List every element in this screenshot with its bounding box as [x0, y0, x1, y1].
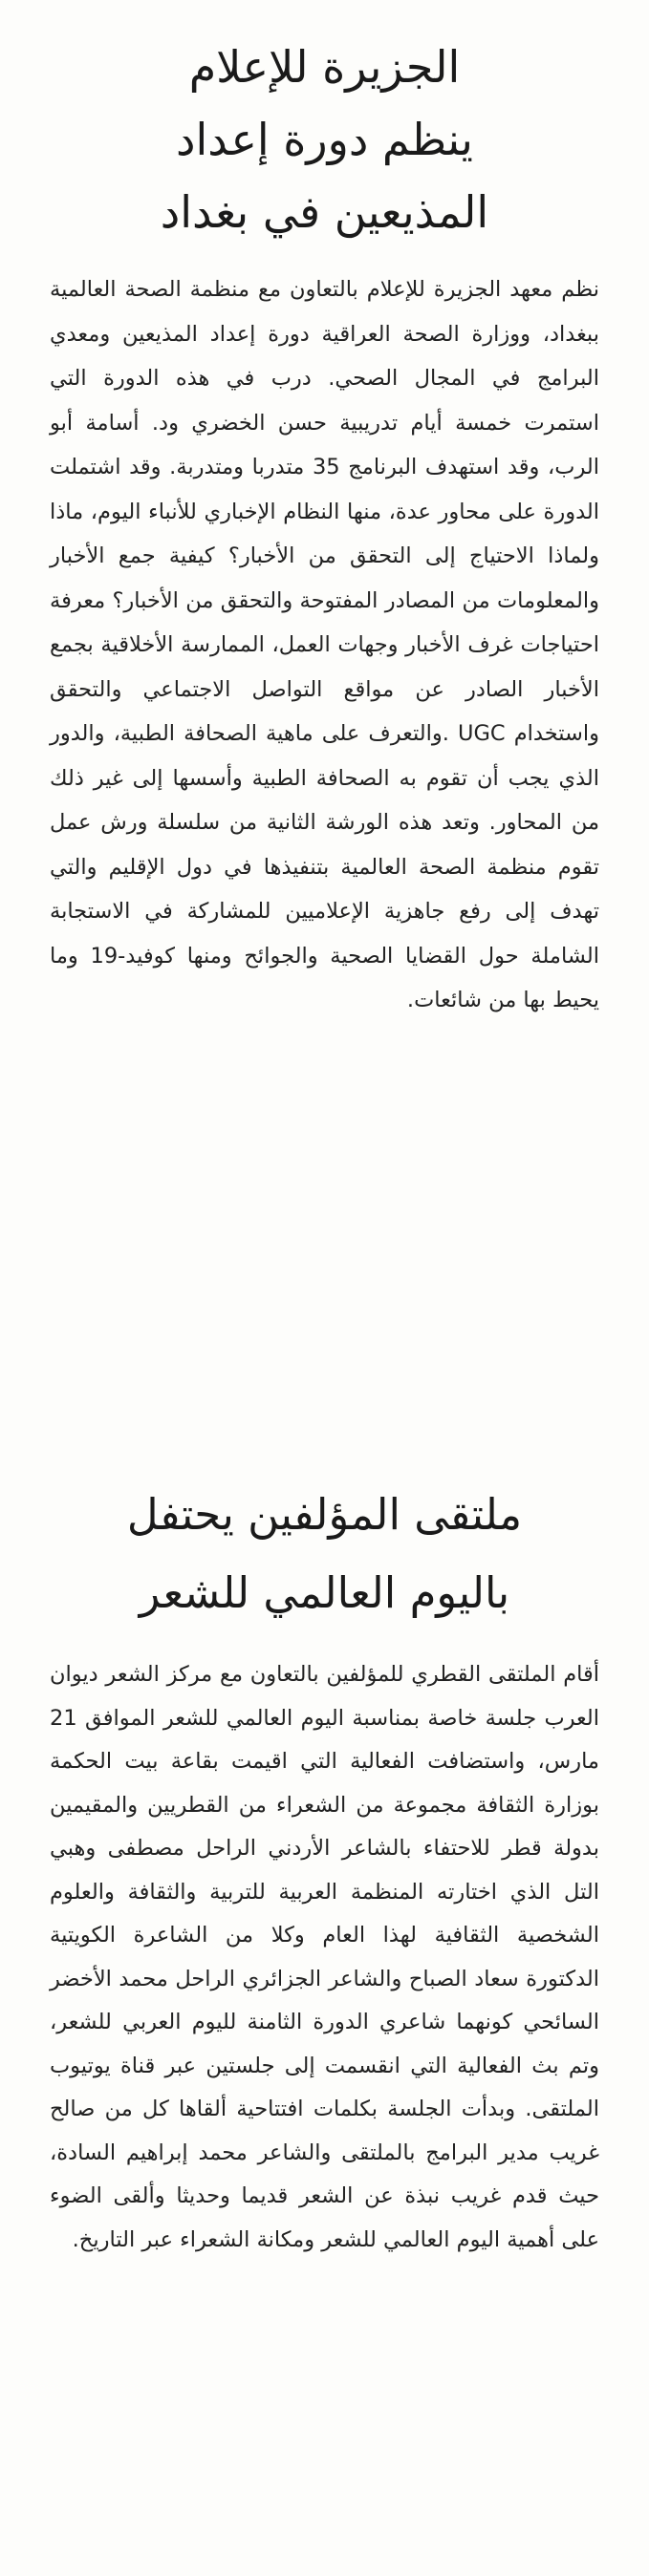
headline-line: باليوم العالمي للشعر: [139, 1567, 510, 1618]
article-aljazeera-media-training: [50, 31, 599, 1023]
article-body: نظم معهد الجزيرة للإعلام بالتعاون مع منظمة الصحة العالمية ببغداد، ووزارة الصحة العراقية دورة إعداد المذيعين ومعدي البرامج في المجال الصحي. درب في هذه الدورة التي استمرت خمسة أيام تدريبية حسن الخضري ود. أسامة أبو الرب، وقد استهدف البرنامج 35 متدربا ومتدربة. وقد اشتملت الدورة على محاور عدة، منها النظام الإخباري للأنباء اليوم، ماذا ولماذا الاحتياج إلى التحقق من الأخبار؟ كيفية جمع الأخبار والمعلومات من المصادر المفتوحة والتحقق من الأخبار؟ معرفة احتياجات غرف الأخبار وجهات العمل، الممارسة الأخلاقية بجمع الأخبار الصادر عن مواقع التواصل الاجتماعي والتحقق واستخدام UGC .والتعرف على ماهية الصحافة الطبية، والدور الذي يجب أن تقوم به الصحافة الطبية وأسسها إلى غير ذلك من المحاور. وتعد هذه الورشة الثانية من سلسلة ورش عمل تقوم منظمة الصحة العالمية بتنفيذها في دول الإقليم والتي تهدف إلى رفع جاهزية الإعلاميين للمشاركة في الاستجابة الشاملة حول القضايا الصحية والجوائح ومنها كوفيد-19 وما يحيط بها من شائعات.: [50, 277, 599, 1012]
article-headline: [50, 1476, 599, 1632]
article-body: أقام الملتقى القطري للمؤلفين بالتعاون مع مركز الشعر ديوان العرب جلسة خاصة بمناسبة اليوم العالمي للشعر الموافق 21 مارس، واستضافت الفعالية التي اقيمت بقاعة بيت الحكمة بوزارة الثقافة مجموعة من الشعراء من القطريين والمقيمين بدولة قطر للاحتفاء بالشاعر الأردني الراحل مصطفى وهبي التل الذي اختارته المنظمة العربية للتربية والثقافة والعلوم الشخصية الثقافية لهذا العام وكلا من الشاعرة الكويتية الدكتورة سعاد الصباح والشاعر الجزائري الراحل محمد الأخضر السائحي كونهما شاعري الدورة الثامنة لليوم العربي للشعر، وتم بث الفعالية التي انقسمت إلى جلستين عبر قناة يوتيوب الملتقى. وبدأت الجلسة بكلمات افتتاحية ألقاها كل من صالح غريب مدير البرامج بالملتقى والشاعر محمد إبراهيم السادة، حيث قدم غريب نبذة عن الشعر قديما وحديثا وألقى الضوء على أهمية اليوم العالمي للشعر ومكانة الشعراء عبر التاريخ.: [50, 1662, 599, 2252]
article-poetry-day: [50, 1476, 599, 2262]
headline-line: ينظم دورة إعداد: [176, 114, 473, 165]
article-headline: [50, 31, 599, 248]
headline-line: ملتقى المؤلفين يحتفل: [126, 1489, 523, 1540]
headline-line: المذيعين في بغداد: [160, 186, 489, 238]
headline-line: الجزيرة للإعلام: [188, 41, 461, 93]
